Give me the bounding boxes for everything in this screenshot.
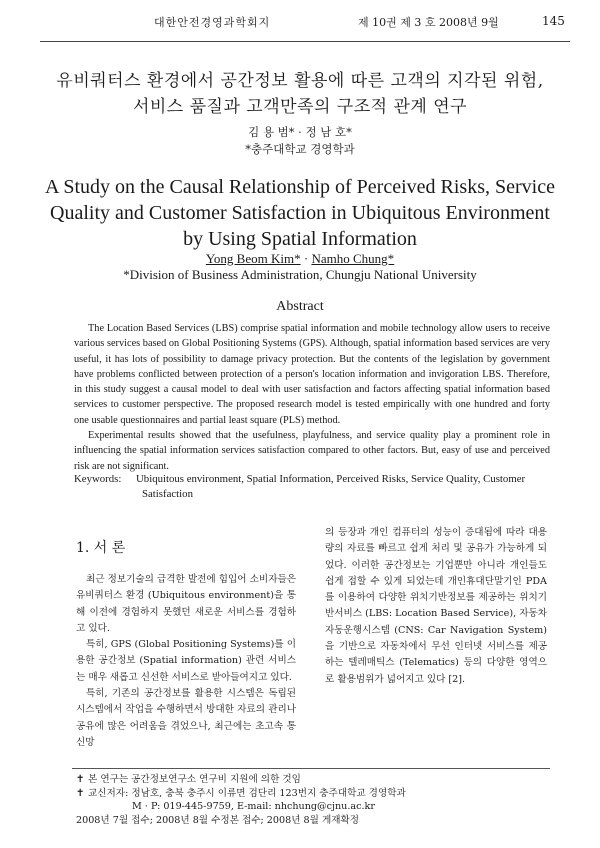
keywords: [74, 472, 564, 502]
abstract-paragraph-1: The Location Based Services (LBS) comprise spatial information and mobile technology allow users to receive various services based on Global Positioning Systems (GPS). Although, spatial information based services are very useful, it has lots of possibility to damage privacy protection. But the contents of the legislation by government have problems conflicted between protection of a person's location information and invigoration LBS. Therefore, in this study suggest a causal model to deal with user satisfaction and factors affecting spatial information based services to customer perspective. The proposed research model is tested empirically with one hundred and forty one usable questionnaires and partial least square (PLS) method.: [74, 323, 550, 426]
intro-paragraph-continued: 의 등장과 개인 컴퓨터의 성능이 증대됨에 따라 대용량의 자료를 빠르고 쉽게 처리 및 공유가 가능하게 되었다. 이러한 공간정보는 기업뿐만 아니라 개인들도 쉽게 접할 수 있게 되었는데 개인휴대단말기인 PDA를 이용하여 다양한 위치기반정보를 제공하는 위치기반서비스 (LBS: Location Based Service), 자동차 자동운행시스템 (CNS: Car Navigation System)을 기반으로 자동차에서 무선 인터넷 서비스를 제공하는 텔레매틱스 (Telematics) 등의 다양한 영역으로 활용범위가 넓어지고 있다 [2].: [325, 527, 547, 685]
dagger-icon: ✝: [76, 774, 85, 785]
section-heading: 1. 서 론: [76, 540, 126, 556]
footnotes: [76, 773, 556, 827]
author-separator: ·: [300, 251, 312, 266]
left-column: [76, 572, 296, 751]
korean-authors: 김 용 범* · 정 남 호*: [248, 125, 352, 139]
author-1: Yong Beom Kim*: [205, 251, 301, 266]
author-2: Namho Chung*: [311, 251, 395, 266]
footnote-rule: [72, 768, 550, 769]
korean-affiliation: *충주대학교 경영학과: [245, 142, 355, 156]
abstract-body: [74, 321, 550, 474]
page-number: 145: [542, 14, 565, 28]
right-column: [325, 525, 547, 688]
running-header: [0, 0, 600, 42]
footnote-funding: ✝ 본 연구는 공간정보연구소 연구비 지원에 의한 것임: [76, 774, 301, 785]
english-title-line1: A Study on the Causal Relationship of Perceived Risks, Service: [45, 176, 555, 198]
english-title-line2: Quality and Customer Satisfaction in Ubiquitous Environment: [50, 202, 550, 224]
english-affiliation: *Division of Business Administration, Chungju National University: [123, 267, 477, 282]
keywords-line1: Ubiquitous environment, Spatial Information, Perceived Risks, Service Quality, Customer: [136, 473, 526, 485]
footnote-corresponding: ✝ 교신저자: 정남호, 충북 충주시 이류면 검단리 123번지 충주대학교 경영학과: [76, 787, 406, 799]
keywords-line2: Satisfaction: [142, 488, 193, 500]
abstract-heading: Abstract: [276, 299, 324, 314]
intro-paragraph-2: 특히, GPS (Global Positioning Systems)를 이용한 공간정보 (Spatial information) 관련 서비스는 매우 새롭고 신선한 서비스로 받아들여지고 있다.: [76, 639, 296, 683]
footnote-contact: M · P: 019-445-9759, E-mail: nhchung@cjnu.ac.kr: [132, 801, 375, 812]
dagger-icon: ✝: [76, 787, 85, 799]
header-rule: [40, 41, 570, 42]
abstract-paragraph-2: Experimental results showed that the usefulness, playfulness, and service quality play a prominent role in influencing the spatial information services satisfaction compared to other factors. But, easy of use and perceived risk are not significant.: [74, 430, 550, 472]
english-authors: [10, 251, 590, 267]
korean-title-line2: 서비스 품질과 고객만족의 구조적 관계 연구: [132, 97, 468, 117]
journal-name: 대한안전경영과학회지: [154, 16, 271, 29]
footnote-dates: 2008년 7월 접수; 2008년 8월 수정본 접수; 2008년 8월 게재확정: [76, 814, 360, 826]
intro-paragraph-3: 특히, 기존의 공간정보를 활용한 시스템은 독립된 시스템에서 작업을 수행하면서 방대한 자료의 관리나 공유에 많은 어려움을 겪었으나, 최근에는 초고속 통신망: [76, 688, 296, 748]
issue-info: 제 10권 제 3 호 2008년 9월: [358, 16, 499, 29]
korean-title-line1: 유비쿼터스 환경에서 공간정보 활용에 따른 고객의 지각된 위험,: [56, 71, 544, 91]
intro-paragraph-1: 최근 정보기술의 급격한 발전에 힘입어 소비자들은 유비쿼터스 환경 (Ubiquitous environment)을 통해 이전에 경험하지 못했던 새로운 서비스를 경험하고 있다.: [76, 574, 296, 634]
keywords-label: Keywords:: [74, 473, 122, 485]
english-title-line3: by Using Spatial Information: [183, 228, 417, 250]
